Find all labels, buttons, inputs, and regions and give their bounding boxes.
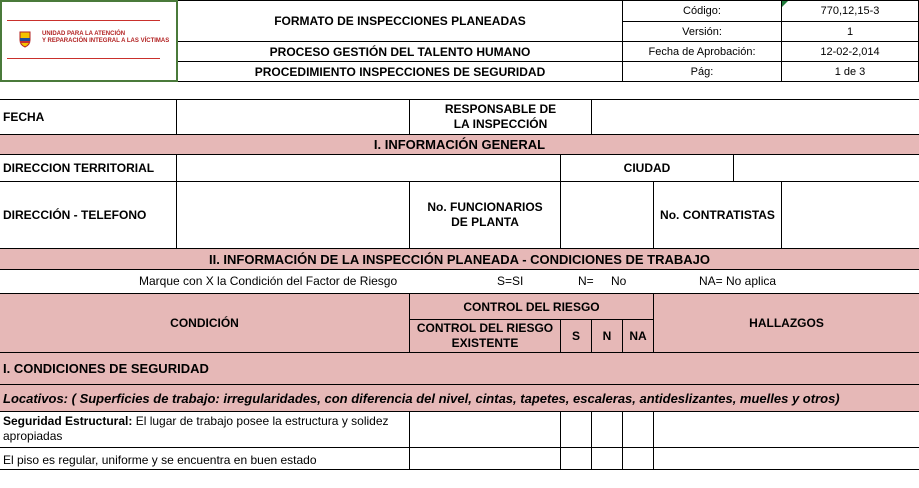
col-header-na: NA	[623, 320, 654, 353]
legend-na: NA= No aplica	[699, 274, 777, 288]
logo-bottom-line	[7, 58, 160, 59]
legend-no-value: No	[611, 274, 627, 288]
condicion-bold-label: Seguridad Estructural:	[3, 414, 133, 428]
col-header-n: N	[592, 320, 623, 353]
ciudad-field[interactable]	[734, 155, 919, 182]
control-existente-cell[interactable]	[410, 448, 561, 470]
condicion-text: El lugar de trabajo posee la estructura y solidez apropiadas	[3, 414, 389, 443]
table-row-condicion	[0, 448, 410, 470]
direccion-telefono-field[interactable]	[177, 182, 410, 249]
cell-comment-marker-icon	[782, 1, 788, 7]
logo-text-line2: Y REPARACIÓN INTEGRAL A LAS VÍCTIMAS	[42, 38, 170, 44]
fecha-aprobacion-value: 12-02-2,014	[782, 42, 919, 62]
responsable-field[interactable]	[592, 100, 919, 135]
section-informacion-general: I. INFORMACIÓN GENERAL	[0, 135, 919, 155]
spacer-row	[0, 82, 919, 100]
version-label: Versión:	[623, 22, 782, 42]
funcionarios-field[interactable]	[561, 182, 654, 249]
direccion-territorial-field[interactable]	[177, 155, 561, 182]
fecha-label: FECHA	[0, 100, 177, 135]
s-cell[interactable]	[561, 448, 592, 470]
control-existente-cell[interactable]	[410, 412, 561, 448]
pag-label: Pág:	[623, 62, 782, 82]
contratistas-label: No. CONTRATISTAS	[654, 182, 782, 249]
fecha-field[interactable]	[177, 100, 410, 135]
logo-text	[42, 31, 169, 45]
s-cell[interactable]	[561, 412, 592, 448]
logo-text-line1: UNIDAD PARA LA ATENCIÓN	[42, 31, 126, 37]
locativos-row: Locativos: ( Superficies de trabajo: irregularidades, con diferencia del nivel, cintas, tapetes, escaleras, antideslizantes, muelles y otros)	[0, 385, 919, 412]
table-row-condicion	[0, 412, 410, 448]
col-header-control-riesgo: CONTROL DEL RIESGO	[410, 294, 654, 320]
col-header-condicion: CONDICIÓN	[0, 294, 410, 353]
funcionarios-label: No. FUNCIONARIOS DE PLANTA	[410, 182, 561, 249]
fecha-aprobacion-label: Fecha de Aprobación:	[623, 42, 782, 62]
col-header-s: S	[561, 320, 592, 353]
hallazgos-cell[interactable]	[654, 412, 919, 448]
section-inspeccion-planeada: II. INFORMACIÓN DE LA INSPECCIÓN PLANEADA - CONDICIONES DE TRABAJO	[0, 249, 919, 270]
coat-of-arms-icon	[18, 30, 32, 48]
legend-no-key: N=	[578, 274, 594, 288]
contratistas-field[interactable]	[782, 182, 919, 249]
responsable-label: RESPONSABLE DE LA INSPECCIÓN	[410, 100, 592, 135]
legend-row	[0, 270, 919, 294]
codigo-value: 770,12,15-3	[782, 0, 919, 22]
codigo-label: Código:	[623, 0, 782, 22]
ciudad-label: CIUDAD	[561, 155, 734, 182]
na-cell[interactable]	[623, 412, 654, 448]
logo-box	[0, 0, 178, 82]
condicion-text: El piso es regular, uniforme y se encuentra en buen estado	[3, 453, 317, 467]
direccion-telefono-label: DIRECCIÓN - TELEFONO	[0, 182, 177, 249]
n-cell[interactable]	[592, 448, 623, 470]
na-cell[interactable]	[623, 448, 654, 470]
direccion-territorial-label: DIRECCION TERRITORIAL	[0, 155, 177, 182]
procedure-title: PROCEDIMIENTO INSPECCIONES DE SEGURIDAD	[178, 62, 623, 82]
col-header-control-existente: CONTROL DEL RIESGO EXISTENTE	[410, 320, 561, 353]
version-value: 1	[782, 22, 919, 42]
subsection-condiciones-seguridad: I. CONDICIONES DE SEGURIDAD	[0, 353, 919, 385]
legend-si: S=SI	[497, 274, 524, 288]
form-title: FORMATO DE INSPECCIONES PLANEADAS	[178, 0, 623, 42]
logo-top-line	[7, 20, 160, 21]
legend-instruction: Marque con X la Condición del Factor de Riesgo	[139, 274, 398, 288]
n-cell[interactable]	[592, 412, 623, 448]
col-header-hallazgos: HALLAZGOS	[654, 294, 919, 353]
hallazgos-cell[interactable]	[654, 448, 919, 470]
process-title: PROCESO GESTIÓN DEL TALENTO HUMANO	[178, 42, 623, 62]
pag-value: 1 de 3	[782, 62, 919, 82]
